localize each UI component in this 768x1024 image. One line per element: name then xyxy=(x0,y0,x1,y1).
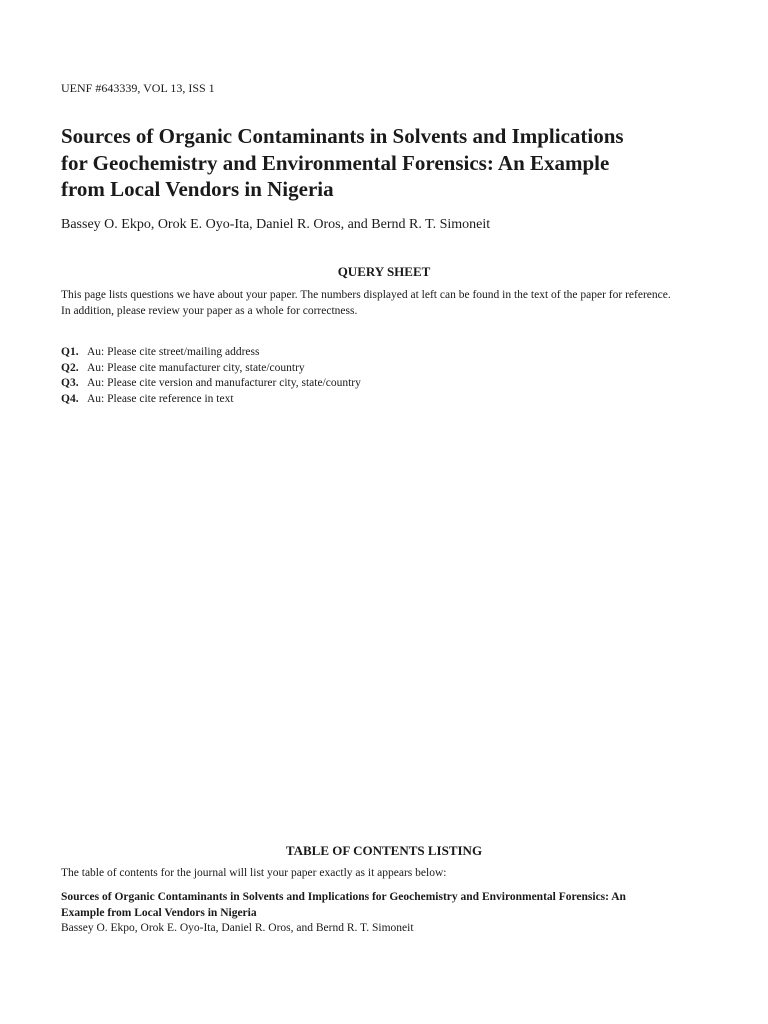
query-item xyxy=(61,345,361,361)
toc-article-title xyxy=(61,890,711,921)
article-authors: Bassey O. Ekpo, Orok E. Oyo-Ita, Daniel R. Oros, and Bernd R. T. Simoneit xyxy=(61,217,491,232)
intro-line: In addition, please review your paper as a whole for correctness. xyxy=(61,304,358,317)
toc-intro: The table of contents for the journal will list your paper exactly as it appears below: xyxy=(61,867,447,879)
query-number: Q1. xyxy=(61,346,79,358)
query-sheet-intro xyxy=(61,288,721,319)
toc-title-line: Sources of Organic Contaminants in Solvents and Implications for Geochemistry and Environmental Forensics: An xyxy=(61,891,626,903)
intro-line: This page lists questions we have about your paper. The numbers displayed at left can be found in the text of the paper for reference. xyxy=(61,289,671,301)
query-text: Au: Please cite street/mailing address xyxy=(87,346,260,358)
query-text: Au: Please cite version and manufacturer city, state/country xyxy=(87,377,361,389)
article-title-line: Sources of Organic Contaminants in Solvents and Implications xyxy=(61,124,624,148)
query-item xyxy=(61,376,361,392)
query-sheet-heading: QUERY SHEET xyxy=(337,264,431,279)
article-title xyxy=(61,123,701,203)
query-item xyxy=(61,392,361,408)
article-title-line: for Geochemistry and Environmental Forensics: An Example xyxy=(61,150,610,175)
article-title-line: from Local Vendors in Nigeria xyxy=(61,177,334,201)
query-number: Q2. xyxy=(61,361,79,374)
journal-reference: UENF #643339, VOL 13, ISS 1 xyxy=(61,81,215,95)
toc-article-authors: Bassey O. Ekpo, Orok E. Oyo-Ita, Daniel R. Oros, and Bernd R. T. Simoneit xyxy=(61,922,414,934)
query-text: Au: Please cite manufacturer city, state/country xyxy=(87,361,305,374)
query-number: Q3. xyxy=(61,377,79,389)
toc-title-line: Example from Local Vendors in Nigeria xyxy=(61,906,257,919)
query-number: Q4. xyxy=(61,392,79,405)
query-item xyxy=(61,361,361,377)
toc-listing-heading: TABLE OF CONTENTS LISTING xyxy=(285,843,483,858)
query-text: Au: Please cite reference in text xyxy=(87,392,234,405)
query-list xyxy=(61,345,361,407)
